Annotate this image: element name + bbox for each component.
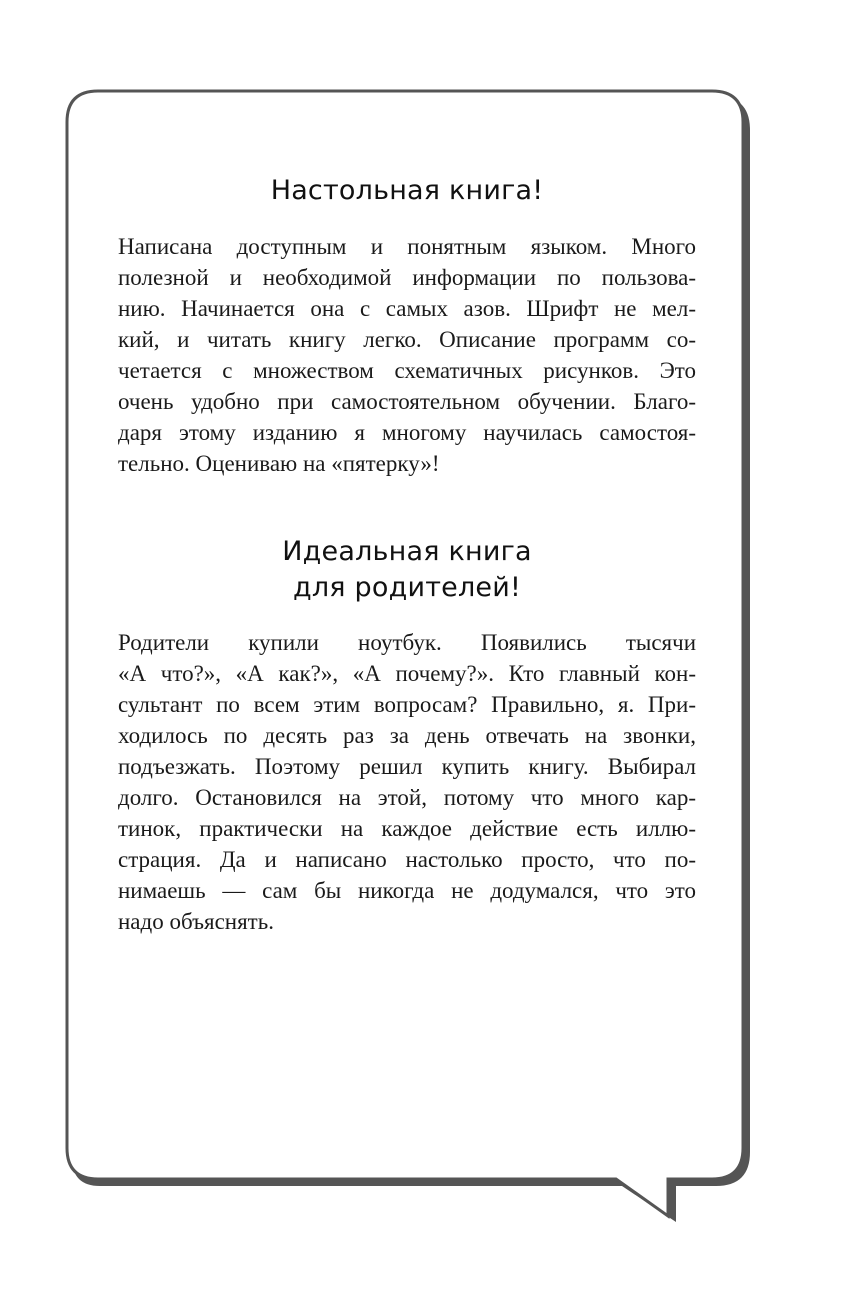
review-2-text-line: долго. Остановился на этой, потому что много кар- <box>118 785 696 810</box>
review-1-text-line: очень удобно при самостоятельном обучении. Благо- <box>118 389 696 414</box>
review-2-text-line: надо объяснять. <box>118 909 274 934</box>
review-1-text-line: полезной и необходимой информации по пользова- <box>118 265 696 290</box>
review-1 <box>118 173 696 479</box>
review-2-text-line: сультант по всем этим вопросам? Правильно, я. При- <box>118 692 696 717</box>
review-1-heading <box>118 173 696 209</box>
review-2-heading <box>118 534 696 606</box>
review-2-text-line: тинок, практически на каждое действие есть иллю- <box>118 816 696 841</box>
review-1-text-line: Написана доступным и понятным языком. Много <box>118 234 696 259</box>
review-2-heading-line: Идеальная книга <box>282 536 532 567</box>
review-1-text-line: четается с множеством схематичных рисунков. Это <box>118 358 696 383</box>
review-2-text-line: страция. Да и написано настолько просто, что по- <box>118 847 696 872</box>
review-2-text <box>118 627 696 937</box>
review-2 <box>118 534 696 937</box>
review-1-heading-line: Настольная книга! <box>270 175 544 206</box>
review-1-text-line: нию. Начинается она с самых азов. Шрифт не мел- <box>118 296 696 321</box>
review-2-text-line: Родители купили ноутбук. Появились тысячи <box>118 630 696 655</box>
review-2-text-line: нимаешь — сам бы никогда не додумался, что это <box>118 878 696 903</box>
review-2-text-line: «А что?», «А как?», «А почему?». Кто главный кон- <box>118 661 696 686</box>
review-2-text-line: подъезжать. Поэтому решил купить книгу. Выбирал <box>118 754 696 779</box>
review-1-text-line: даря этому изданию я многому научилась самостоя- <box>118 420 696 445</box>
review-2-heading-line: для родителей! <box>292 572 521 603</box>
review-2-text-line: ходилось по десять раз за день отвечать на звонки, <box>118 723 696 748</box>
review-1-text-line: кий, и читать книгу легко. Описание программ со- <box>118 327 696 352</box>
review-1-text-line: тельно. Оцениваю на «пятерку»! <box>118 451 440 476</box>
review-1-text <box>118 231 696 479</box>
reviews-container <box>118 168 696 937</box>
